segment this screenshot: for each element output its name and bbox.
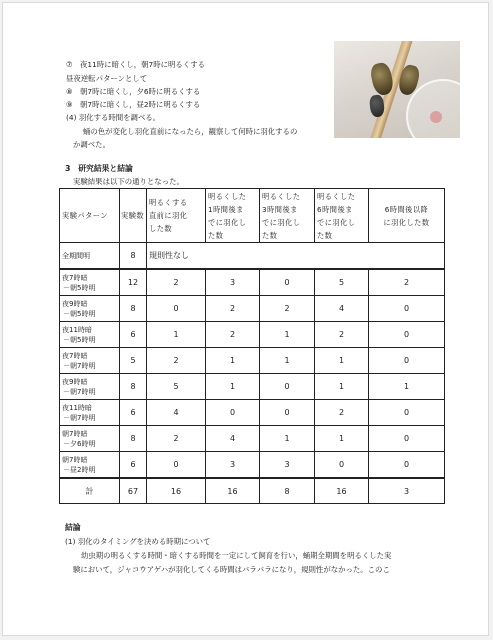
table-row: [60, 426, 445, 452]
h3-cell: 1: [260, 322, 315, 348]
header-pattern: 実験パターン: [60, 189, 120, 243]
pupa-photo: [334, 41, 460, 138]
document-page: [2, 2, 489, 636]
results-table: [59, 188, 445, 504]
pattern-cell: 朝7時暗 －夕6時明: [60, 426, 120, 452]
total-count: 67: [120, 478, 147, 504]
count-cell: 6: [120, 452, 147, 479]
after6-cell: 0: [369, 400, 445, 426]
after6-cell: 0: [369, 296, 445, 322]
no-pattern-note: 規則性なし: [147, 243, 445, 270]
before-cell: 2: [147, 269, 206, 296]
h1-cell: 1: [206, 348, 260, 374]
table-row: [60, 269, 445, 296]
h3-cell: 2: [260, 296, 315, 322]
h6-cell: 1: [315, 348, 369, 374]
h1-cell: 4: [206, 426, 260, 452]
table-row: [60, 374, 445, 400]
h6-cell: 1: [315, 374, 369, 400]
reverse-pattern-heading: 昼夜逆転パターンとして: [66, 74, 148, 83]
h6-cell: 4: [315, 296, 369, 322]
h3-cell: 0: [260, 400, 315, 426]
h3-cell: 0: [260, 269, 315, 296]
after6-cell: 1: [369, 374, 445, 400]
h1-cell: 3: [206, 269, 260, 296]
method-item-8: ⑧ 朝7時に暗くし，夕6時に明るくする: [66, 87, 201, 96]
h1-cell: 2: [206, 322, 260, 348]
total-h3: 8: [260, 478, 315, 504]
h6-cell: 2: [315, 322, 369, 348]
conclusion-body-line-1: 幼虫期の明るくする時間・暗くする時間を一定にして飼育を行い，蛹期全期間を明るくした実: [81, 551, 392, 560]
before-cell: 2: [147, 426, 206, 452]
h1-cell: 3: [206, 452, 260, 479]
table-row: [60, 296, 445, 322]
pattern-cell: 夜7時暗 －朝5時明: [60, 269, 120, 296]
table-row-all-light: [60, 243, 445, 270]
after6-cell: 2: [369, 269, 445, 296]
h3-cell: 1: [260, 348, 315, 374]
pattern-cell: 夜11時暗 －朝5時明: [60, 322, 120, 348]
after6-cell: 0: [369, 452, 445, 479]
h3-cell: 3: [260, 452, 315, 479]
total-h6: 16: [315, 478, 369, 504]
total-before: 16: [147, 478, 206, 504]
before-cell: 0: [147, 452, 206, 479]
count-cell: 5: [120, 348, 147, 374]
step4-body-line-2: か調べた。: [73, 140, 110, 149]
pattern-cell: 夜11時暗 －朝7時明: [60, 400, 120, 426]
header-count: 実験数: [120, 189, 147, 243]
after6-cell: 0: [369, 348, 445, 374]
before-cell: 4: [147, 400, 206, 426]
h1-cell: 2: [206, 296, 260, 322]
after6-cell: 0: [369, 426, 445, 452]
results-intro: 実験結果は以下の通りとなった。: [73, 177, 184, 186]
count-cell: 8: [120, 243, 147, 270]
table-row: [60, 348, 445, 374]
pattern-cell: 朝7時暗 －昼2時明: [60, 452, 120, 479]
header-within-1h: 明るくした 1時間後ま でに羽化し た数: [206, 189, 260, 243]
pattern-cell: 全期間明: [60, 243, 120, 270]
header-within-6h: 明るくした 6時間後ま でに羽化し た数: [315, 189, 369, 243]
step4-title: (4) 羽化する時間を調べる。: [66, 113, 161, 122]
pattern-cell: 夜7時暗 －朝7時明: [60, 348, 120, 374]
conclusion-subheading-1: (1) 羽化のタイミングを決める時期について: [65, 537, 211, 546]
results-heading: 3 研究結果と結論: [65, 164, 133, 173]
h3-cell: 0: [260, 374, 315, 400]
before-cell: 0: [147, 296, 206, 322]
table-header-row: [60, 189, 445, 243]
h6-cell: 2: [315, 400, 369, 426]
before-cell: 2: [147, 348, 206, 374]
conclusion-body-line-2: 験において，ジャコウアゲハが羽化してくる時間はバラバラになり，規則性がなかった。このこ: [73, 565, 390, 574]
after6-cell: 0: [369, 322, 445, 348]
pattern-cell: 夜9時暗 －朝5時明: [60, 296, 120, 322]
method-item-7: ⑦ 夜11時に暗くし，朝7時に明るくする: [66, 60, 205, 69]
total-h1: 16: [206, 478, 260, 504]
count-cell: 12: [120, 269, 147, 296]
header-after-6h: 6時間後以降 に羽化した数: [369, 189, 445, 243]
header-before-light: 明るくする 直前に羽化 した数: [147, 189, 206, 243]
h6-cell: 1: [315, 426, 369, 452]
h1-cell: 0: [206, 400, 260, 426]
conclusion-heading: 結論: [65, 523, 81, 532]
step4-body-line-1: 蛹の色が変化し羽化直前になったら，観察して何時に羽化するの: [83, 127, 298, 136]
before-cell: 1: [147, 322, 206, 348]
table-row: [60, 400, 445, 426]
count-cell: 6: [120, 322, 147, 348]
h6-cell: 5: [315, 269, 369, 296]
count-cell: 8: [120, 426, 147, 452]
h1-cell: 1: [206, 374, 260, 400]
h6-cell: 0: [315, 452, 369, 479]
count-cell: 8: [120, 296, 147, 322]
pattern-cell: 夜9時暗 －朝7時明: [60, 374, 120, 400]
table-row: [60, 322, 445, 348]
h3-cell: 1: [260, 426, 315, 452]
total-label: 計: [60, 478, 120, 504]
count-cell: 8: [120, 374, 147, 400]
header-within-3h: 明るくした 3時間後ま でに羽化し た数: [260, 189, 315, 243]
table-row: [60, 452, 445, 479]
method-item-9: ⑨ 朝7時に暗くし，昼2時に明るくする: [66, 100, 201, 109]
total-after6: 3: [369, 478, 445, 504]
before-cell: 5: [147, 374, 206, 400]
table-total-row: [60, 478, 445, 504]
count-cell: 6: [120, 400, 147, 426]
